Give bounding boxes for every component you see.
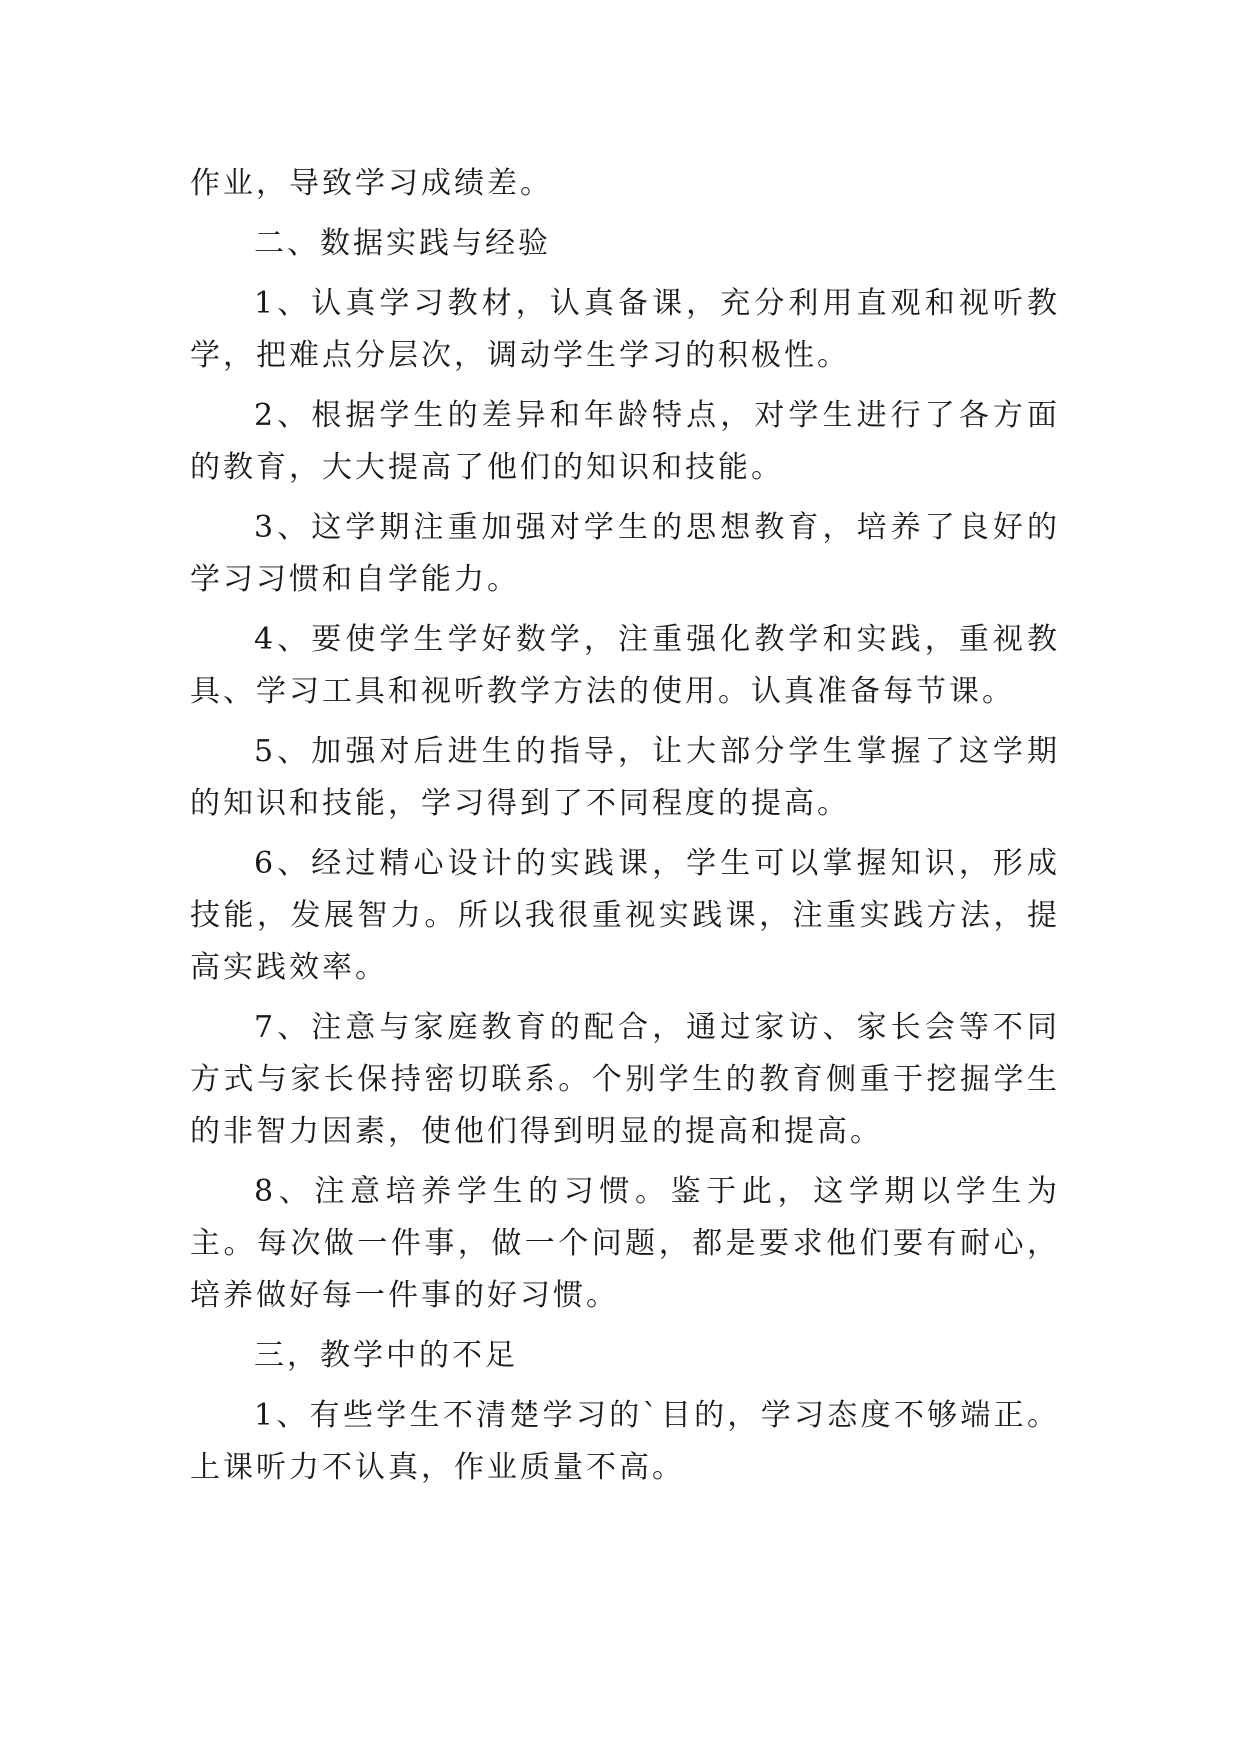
list-item-6: 6、经过精心设计的实践课，学生可以掌握知识，形成技能，发展智力。所以我很重视实践课，注重实践方法，提高实践效率。 — [190, 846, 1060, 985]
list-item-1: 1、认真学习教材，认真备课，充分利用直观和视听教学，把难点分层次，调动学生学习的积极性。 — [190, 286, 1060, 373]
paragraph-gap — [190, 1322, 1060, 1330]
paragraph-gap — [190, 494, 1060, 502]
list-item-2: 2、根据学生的差异和年龄特点，对学生进行了各方面的教育，大大提高了他们的知识和技能。 — [190, 398, 1060, 485]
document-body — [190, 158, 1060, 1494]
list-item-shortcoming-1: 1、有些学生不清楚学习的`目的，学习态度不够端正。上课听力不认真，作业质量不高。 — [190, 1398, 1060, 1485]
paragraph-gap — [190, 718, 1060, 726]
paragraph-gap — [190, 1158, 1060, 1166]
list-item-8: 8、注意培养学生的习惯。鉴于此，这学期以学生为主。每次做一件事，做一个问题，都是要求他们要有耐心，培养做好每一件事的好习惯。 — [190, 1174, 1060, 1313]
list-item-3: 3、这学期注重加强对学生的思想教育，培养了良好的学习习惯和自学能力。 — [190, 510, 1060, 597]
paragraph-gap — [190, 606, 1060, 614]
list-item-4: 4、要使学生学好数学，注重强化教学和实践，重视教具、学习工具和视听教学方法的使用。认真准备每节课。 — [190, 622, 1060, 709]
paragraph-gap — [190, 270, 1060, 278]
paragraph-gap — [190, 994, 1060, 1002]
paragraph-gap — [190, 830, 1060, 838]
paragraph-continuation: 作业，导致学习成绩差。 — [190, 166, 553, 201]
section-heading-shortcomings: 三，教学中的不足 — [254, 1338, 518, 1373]
paragraph-gap — [190, 1382, 1060, 1390]
section-heading-practice: 二、数据实践与经验 — [254, 226, 551, 261]
list-item-5: 5、加强对后进生的指导，让大部分学生掌握了这学期的知识和技能，学习得到了不同程度的提高。 — [190, 734, 1060, 821]
paragraph-gap — [190, 210, 1060, 218]
list-item-7: 7、注意与家庭教育的配合，通过家访、家长会等不同方式与家长保持密切联系。个别学生的教育侧重于挖掘学生的非智力因素，使他们得到明显的提高和提高。 — [190, 1010, 1060, 1149]
paragraph-gap — [190, 382, 1060, 390]
